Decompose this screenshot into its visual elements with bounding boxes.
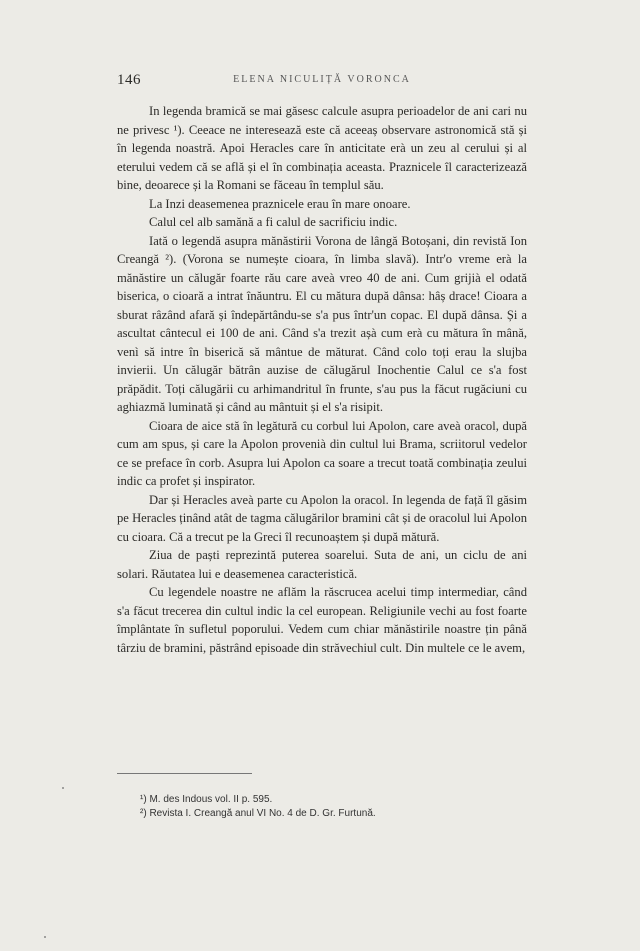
speck-mark [44, 936, 46, 938]
body-text [117, 102, 527, 657]
footnote-1: ¹) M. des Indous vol. II p. 595. [140, 794, 273, 805]
footnote-divider [117, 773, 252, 774]
paragraph: Ziua de paști reprezintă puterea soarelui. Suta de ani, un ciclu de ani solari. Răutatea lui e deasemenea caracteristică. [117, 548, 527, 581]
page-number: 146 [117, 72, 141, 88]
footnotes [140, 793, 520, 821]
paragraph: Cu legendele noastre ne aflăm la răscrucea acelui timp intermediar, când s'a făcut trecerea din cultul indic la cel european. Religiunile vechi au fost foarte împlântate în sufletul poporului. Vedem cum chiar mănăstirile noastre țin până târziu de bramini, păstrând episoade din străvechiul cult. Din multele ce le avem, [117, 585, 527, 655]
paragraph: Dar și Heracles aveà parte cu Apolon la oracol. In legenda de față îl găsim pe Heracles ținând atât de tagma călugărilor bramini cât și de oracolul lui Apolon cu cioara. Că a trecut pe la Greci îl recunoaștem și după mătură. [117, 492, 527, 544]
paragraph: Cioara de aice stă în legătură cu corbul lui Apolon, care aveà oracol, după cum am spus, și care la Apolon provenià din cultul lui Brama, scriitorul vedelor ce se preface în corb. Asupra lui Apolon ca soare a trecut toată combinația zeului indic ca profet și inspirator. [117, 418, 527, 488]
page-header [117, 72, 527, 90]
running-head: ELENA NICULIȚĂ VORONCA [233, 74, 411, 85]
paragraph: In legenda bramică se mai găsesc calcule asupra perioadelor de ani cari nu ne privesc ¹). Ceeace ne interesează este că aceeaș observare astronomică stă și în legenda noastră. Apoi Heracles care în anticitate erà un zeu al cerului și al eterului vedem că se află și el în combinația aceasta. Praznicele îl caracterizează bine, deoarece și la Romani se făceau în templul său. [117, 104, 527, 192]
footnote-2: ²) Revista I. Creangă anul VI No. 4 de D. Gr. Furtună. [140, 808, 376, 819]
speck-mark [62, 787, 64, 789]
paragraph: La Inzi deasemenea praznicele erau în mare onoare. [149, 196, 411, 211]
paragraph: Calul cel alb samănă a fi calul de sacrificiu indic. [149, 215, 398, 229]
paragraph: Iată o legendă asupra mănăstirii Vorona de lângă Botoșani, din revistă Ion Creangă ²). (Vorona se numește cioara, în limba slavă). Intr'o vreme erà la mănăstire un călugăr foarte rău care aveà vreo 40 de ani. Cum grijià el odată biserica, o cioară a intrat înăuntru. El cu mătura după dânsa: hâș drace! Cioara a sburat râzând afară și îndepărtându-se s'a pus într'un copac. El după dânsa. Și a ascultat cântecul ei 100 de ani. Când s'a trezit așà cum erà cu mătura în mână, venì să intre în biserică să mântue de măturat. Când colo toți erau la slujba invierii. Un călugăr bătrân auzise de călugărul Inochentie Calul ce s'a fost prăpădit. Toți călugării cu arhimandritul în frunte, s'au pus la făcut rugăciuni cu aghiazmă luminată și când au mântuit și el s'a risipit. [117, 233, 527, 414]
